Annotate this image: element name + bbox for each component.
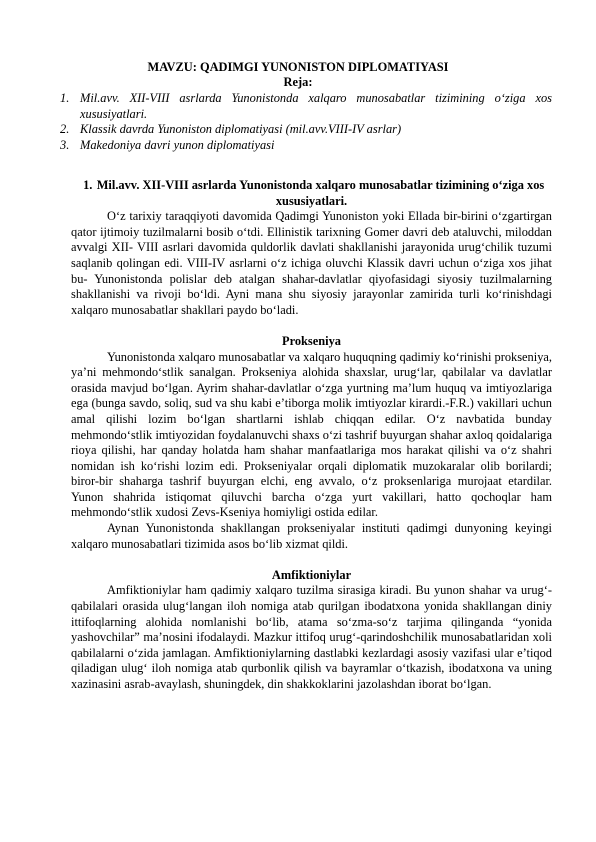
- paragraph: Amfiktioniylar ham qadimiy xalqaro tuzilma sirasiga kiradi. Bu yunon shahar va urug‘-qabilalari orasida ulug‘langan iloh nomiga atab qurilgan ibodatxona yonida shakllangan diniy ittifoqlarning alohida nomlanishi bo‘lib, atama so‘zma-so‘z tarjima qilinganda “yonida yashovchilar” ma’nosini ifodalaydi. Mazkur ittifoq urug‘-qarindoshchilik munosabatlaridan xoli qabilalarni o‘zida jamlagan. Amfiktioniylarning dastlabki kezlardagi asosiy vazifasi ular e’tiqod qiladigan ulug‘ iloh nomiga atab qurbonlik qilish va bayramlar o‘tkazish, ibodatxona va uning xazinasini asrab-avaylash, shuningdek, din shakkoklarini jazolashdan iborat bo‘lgan.: [71, 583, 552, 691]
- subsection-heading-amfiktion: Amfiktioniylar: [271, 567, 352, 582]
- plan-list: [60, 91, 552, 153]
- plan-item-number: 3.: [60, 137, 70, 152]
- paragraph: Aynan Yunonistonda shakllangan prokseniyalar instituti qadimgi dunyoning keyingi xalqaro munosabatlari tizimida asos bo‘lib xizmat qildi.: [71, 521, 552, 551]
- plan-heading: Reja:: [283, 75, 313, 89]
- paragraph: O‘z tarixiy taraqqiyoti davomida Qadimgi Yunoniston yoki Ellada bir-birini o‘zgartirgan qator ijtimoiy tuzilmalarni bosib o‘tdi. Ellinistik tarixning Gomer davri deb ataluvchi, miloddan avvalgi XII- VIII asrlari davomida quldorlik davlati shakllanishi jarayonida urug‘chilik tuzumi saqlanib qolingan edi. VIII-IV asrlarni o‘z ichiga oluvchi Klassik davri uchun o‘ziga xos jihat bu- Yunonistonda polislar deb atalgan shahar-davlatlar qiyofasidagi siyosiy tuzilmalarning shakllanishi va rivoji bo‘ldi. Ayni mana shu siyosiy jarayonlar zamirida turli ko‘rinishdagi xalqaro munosabatlar shakllari paydo bo‘ladi.: [71, 209, 552, 317]
- section-number: 1.: [83, 178, 93, 192]
- plan-item-number: 1.: [60, 91, 70, 105]
- plan-item-number: 2.: [60, 122, 70, 137]
- main-content: [71, 178, 552, 693]
- plan-item: [60, 138, 552, 154]
- plan-item: [60, 91, 552, 122]
- section-heading: [71, 178, 552, 209]
- plan-item: [60, 122, 552, 138]
- plan-item-text: Makedoniya davri yunon diplomatiyasi: [80, 137, 275, 152]
- plan-item-text: Klassik davrda Yunoniston diplomatiyasi (mil.avv.VIII-IV asrlar): [80, 122, 402, 137]
- subsection-heading-proksenia: Prokseniya: [282, 333, 341, 348]
- paragraph: Yunonistonda xalqaro munosabatlar va xalqaro huquqning qadimiy ko‘rinishi prokseniya, ya’ni mehmondo‘stlik sanalgan. Prokseniya alohida shaxslar, urug‘lar, qabilalar va davlatlar orasida mavjud bo‘lgan. Ayrim shahar-davlatlar o‘zga yurtning ma’lum huquq va imtiyozlariga ega (bunga savdo, soliq, sud va shu kabi e’tiborga molik imtiyozlar kirardi.-F.R.) vakillari uchun amal qilishi lozim bo‘lgan shartlarni ishlab chiqqan edilar. O‘z navbatida bunday mehmondo‘stlik imtiyozidan foydalanuvchi shaxs o‘zi tashrif buyurgan shahar axloq qoidalariga rioya qilishi, har qanday holatda ham shahar manfaatlariga mos harakat qilishi va o‘z shahri nomidan ish ko‘rishi lozim edi. Prokseniyalar orqali diplomatik muzokaralar olib borilardi; biror-bir shaharga tashrif buyurgan elchi, eng avvalo, o‘z proksenlariga murojaat etardilar. Yunon shahrida istiqomat qiluvchi barcha o‘zga yurt vakillari, hatto qochoqlar ham mehmondo‘stlik xudosi Zevs-Kseniya homiyligi ostida edilar.: [71, 349, 552, 520]
- section-heading-text: Mil.avv. XII-VIII asrlarda Yunonistonda xalqaro munosabatlar tizimining o‘ziga xos xususiyatlari.: [96, 178, 545, 208]
- plan-item-text: Mil.avv. XII-VIII asrlarda Yunonistonda xalqaro munosabatlar tizimining o‘ziga xos xususiyatlari.: [80, 91, 552, 121]
- page-title: MAVZU: QADIMGI YUNONISTON DIPLOMATIYASI: [147, 60, 449, 74]
